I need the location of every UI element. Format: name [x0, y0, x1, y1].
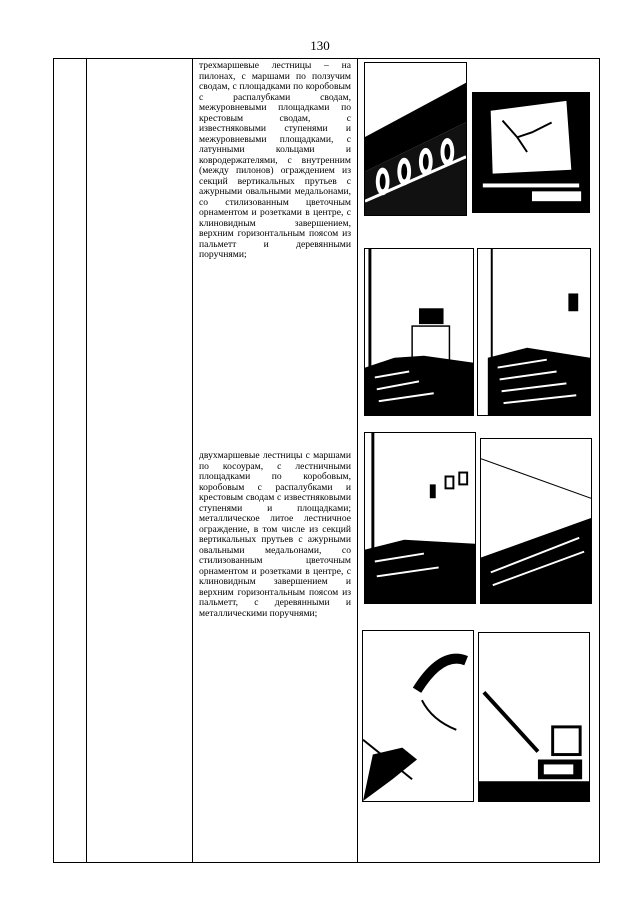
stair-landing-photo	[478, 632, 590, 802]
page-number: 130	[310, 38, 330, 53]
row-1-description: трехмаршевые лестницы – на пилонах, с маршами по ползучим сводам, с площадками по коробовым с распалубками сводам, межуровневыми площадками по крестовым сводам, с известняковыми ступенями и межуровневыми площадками, с латунными кольцами и ковродержателями, с внутренним (между пилонов) ограждением из секций вертикальных прутьев с ажурными овальными медальонами, со стилизованным цветочным орнаментом и розетками в центре, с клиновидным завершением, верхним горизонтальным поясом из пальметт и деревянными поручнями;	[199, 60, 351, 260]
stairwell-curve-photo	[362, 630, 474, 802]
wall-painting-photo	[472, 92, 590, 213]
column-divider	[357, 59, 358, 862]
ornamental-railing-photo	[364, 62, 467, 216]
column-divider	[192, 59, 193, 862]
column-divider	[86, 59, 87, 862]
staircase-steps-photo	[477, 248, 591, 416]
stairwell-with-frames-photo	[364, 432, 476, 604]
row-2-description: двухмаршевые лестницы с маршами по косоурам, с лестничными площадками по коробовым, коробовым с распалубками и крестовым сводам с известняковыми ступенями и площадками; металлическое литое лестничное ограждение, в том числе из секций вертикальных прутьев с ажурными овальными медальонами, со стилизованным цветочным орнаментом и розетками в центре, с клиновидным завершением и верхним горизонтальным поясом из пальметт, с деревянными и металлическими поручнями;	[199, 450, 351, 619]
stairs-diagonal-photo	[480, 438, 592, 604]
staircase-with-doorway-photo	[364, 248, 474, 416]
